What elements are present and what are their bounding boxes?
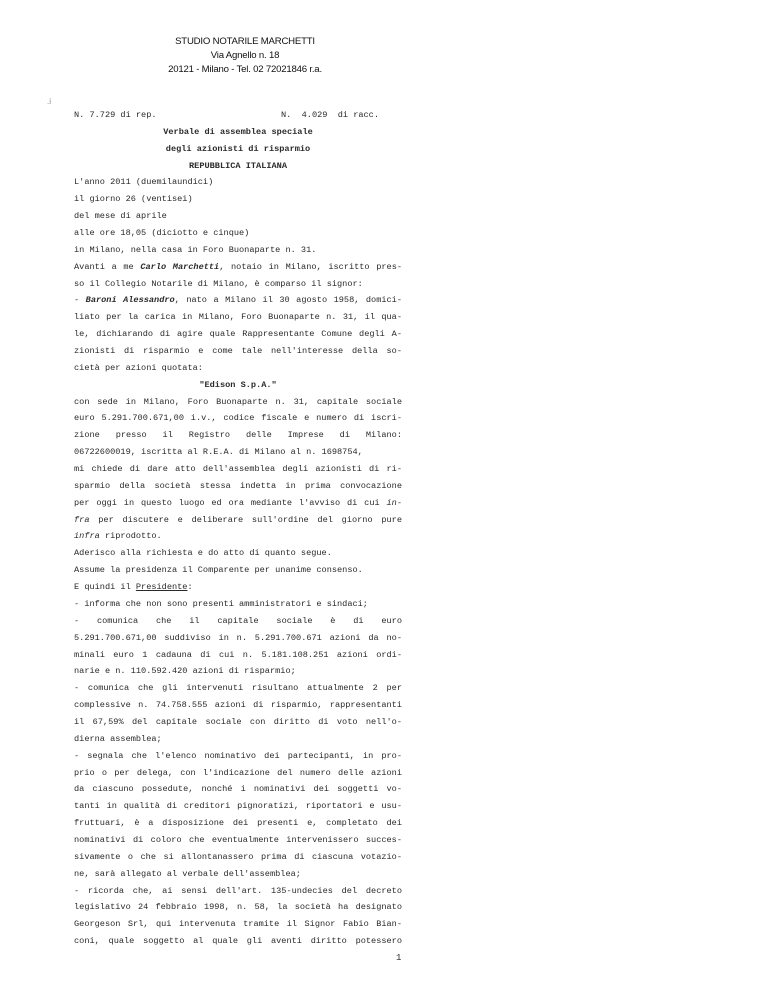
text-segment: per oggi in questo luogo ed ora mediante l'avviso di cui (74, 497, 387, 508)
text-line (74, 512, 402, 529)
page-number: 1 (396, 953, 402, 963)
text-segment: Georgeson Srl, qui intervenuta tramite il Signor Fabio Bian- (74, 919, 402, 930)
text-segment: legislativo 24 febbraio 1998, n. 58, la società ha designato (74, 902, 402, 913)
text-line (74, 748, 402, 765)
text-line (74, 326, 402, 343)
text-line (74, 259, 402, 276)
text-line (74, 124, 402, 141)
text-segment: zionisti di risparmio e come tale nell'interesse della so- (74, 346, 402, 357)
text-segment: per discutere e deliberare sull'ordine del giorno pure (89, 514, 402, 525)
reference-line (74, 107, 402, 124)
text-segment: 5.291.700.671,00 suddiviso in n. 5.291.700.671 azioni da no- (74, 632, 402, 643)
text-segment: le, dichiarando di agire quale Rappresentante Comune degli A- (74, 329, 402, 340)
text-line (74, 242, 402, 259)
text-line (74, 562, 402, 579)
text-line (74, 832, 402, 849)
text-line (74, 647, 402, 664)
text-line (74, 141, 402, 158)
text-segment: sivamente o che si allontanassero prima di ciascuna votazio- (74, 851, 402, 862)
text-segment: in Milano, nella casa in Foro Buonaparte n. 31. (74, 244, 317, 255)
text-segment: Presidente (135, 582, 188, 593)
text-line (74, 663, 402, 680)
text-segment: sparmio della società stessa indetta in prima convocazione (74, 480, 402, 491)
text-line (74, 309, 402, 326)
text-line (74, 765, 402, 782)
text-line (74, 798, 402, 815)
text-segment: in- (386, 497, 402, 508)
text-segment: infra (74, 531, 100, 542)
text-segment: tanti in qualità di creditori pignoratizi, riportatori e usu- (74, 801, 402, 812)
letterhead-address: Via Agnello n. 18 (210, 50, 280, 61)
text-line (74, 427, 402, 444)
text-segment: prio o per delega, con l'indicazione del numero delle azioni (74, 767, 402, 778)
text-segment: nominativi di coloro che eventualmente intervenissero succes- (74, 834, 402, 845)
text-segment: minali euro 1 cadauna di cui n. 5.181.108.251 azioni ordi- (74, 649, 402, 660)
text-segment: mi chiede di dare atto dell'assemblea degli azionisti di ri- (74, 464, 402, 475)
text-segment: so il Collegio Notarile di Milano, è comparso il signor: (74, 278, 363, 289)
text-line (74, 225, 402, 242)
text-segment: E quindi il (74, 582, 136, 593)
text-segment: Avanti a me (74, 261, 141, 272)
text-line (74, 815, 402, 832)
text-segment: - ricorda che, ai sensi dell'art. 135-undecies del decreto (74, 885, 402, 896)
emphasized-name: Baroni Alessandro (85, 295, 175, 306)
letterhead-name: STUDIO NOTARILE MARCHETTI (175, 36, 315, 47)
text-segment: zione presso il Registro delle Imprese di Milano: (74, 430, 402, 441)
text-line (74, 899, 402, 916)
text-segment: REPUBBLICA ITALIANA (189, 160, 287, 171)
text-segment: , notaio in Milano, iscritto pres- (219, 261, 402, 272)
text-line (74, 394, 402, 411)
text-segment: complessive n. 74.758.555 azioni di risparmio, rappresentanti (74, 700, 402, 711)
text-line (74, 292, 402, 309)
text-line (74, 360, 402, 377)
text-line (74, 343, 402, 360)
text-segment: alle ore 18,05 (diciotto e cinque) (74, 228, 250, 239)
text-segment: euro 5.291.700.671,00 i.v., codice fiscale e numero di iscri- (74, 413, 402, 424)
text-line (74, 191, 402, 208)
margin-mark: .i (47, 97, 51, 106)
text-line (74, 495, 402, 512)
document-body (74, 107, 402, 950)
text-segment: Verbale di assemblea speciale (163, 126, 313, 137)
text-segment: cietà per azioni quotata: (74, 362, 203, 373)
text-line (74, 697, 402, 714)
text-line (74, 478, 402, 495)
text-segment: "Edison S.p.A." (199, 379, 277, 390)
text-line (74, 866, 402, 883)
text-line (74, 916, 402, 933)
text-line (74, 883, 402, 900)
text-segment: - comunica che gli intervenuti risultano attualmente 2 per (74, 683, 402, 694)
text-segment: il 67,59% del capitale sociale con diritto di voto nell'o- (74, 716, 402, 727)
text-segment: , nato a Milano il 30 agosto 1958, domici- (174, 295, 402, 306)
text-segment: dierna assemblea; (74, 733, 162, 744)
text-segment: - informa che non sono presenti amministratori e sindaci; (74, 598, 368, 609)
text-segment: - (74, 295, 86, 306)
text-segment: Aderisco alla richiesta e do atto di quanto segue. (74, 548, 332, 559)
text-line (74, 377, 402, 394)
text-line (74, 444, 402, 461)
text-segment: Assume la presidenza il Comparente per unanime consenso. (74, 565, 363, 576)
text-segment: 06722600019, iscritta al R.E.A. di Milano al n. 1698754, (74, 447, 363, 458)
text-line (74, 174, 402, 191)
text-segment: riprodotto. (99, 531, 162, 542)
text-segment: con sede in Milano, Foro Buonaparte n. 31, capitale sociale (74, 396, 402, 407)
text-segment: narie e n. 110.592.420 azioni di risparmio; (74, 666, 296, 677)
text-line (74, 933, 402, 950)
emphasized-name: Carlo Marchetti (140, 261, 220, 272)
text-line (74, 528, 402, 545)
text-segment: L'anno 2011 (duemilaundici) (74, 177, 214, 188)
text-line (74, 158, 402, 175)
text-segment: degli azionisti di risparmio (165, 143, 311, 154)
text-segment: da ciascuno possedute, nonché i nominativi dei soggetti vo- (74, 784, 402, 795)
text-line (74, 781, 402, 798)
text-segment: del mese di aprile (74, 211, 167, 222)
letterhead-city-phone: 20121 - Milano - Tel. 02 72021846 r.a. (168, 64, 322, 75)
text-segment: - segnala che l'elenco nominativo dei partecipanti, in pro- (74, 750, 402, 761)
text-line (74, 208, 402, 225)
text-segment: coni, quale soggetto al quale gli aventi diritto potessero (74, 936, 402, 947)
text-segment: : (187, 582, 193, 593)
text-line (74, 731, 402, 748)
text-segment: fra (74, 514, 90, 525)
text-segment: fruttuari, è a disposizione dei presenti e, completato dei (74, 818, 402, 829)
text-line (74, 410, 402, 427)
text-line (74, 276, 402, 293)
text-segment: il giorno 26 (ventisei) (74, 194, 193, 205)
text-line (74, 849, 402, 866)
text-segment: ne, sarà allegato al verbale dell'assemblea; (74, 868, 301, 879)
text-line (74, 461, 402, 478)
text-line (74, 596, 402, 613)
text-line (74, 545, 402, 562)
text-line (74, 579, 402, 596)
text-line (74, 714, 402, 731)
document-text (74, 124, 402, 950)
text-segment: liato per la carica in Milano, Foro Buonaparte n. 31, il qua- (74, 312, 402, 323)
text-line (74, 630, 402, 647)
raccolta-number: N. 4.029 di racc. (281, 110, 379, 120)
text-segment: - comunica che il capitale sociale è di euro (74, 615, 402, 626)
repertorio-number: N. 7.729 di rep. (74, 110, 157, 120)
text-line (74, 613, 402, 630)
text-line (74, 680, 402, 697)
